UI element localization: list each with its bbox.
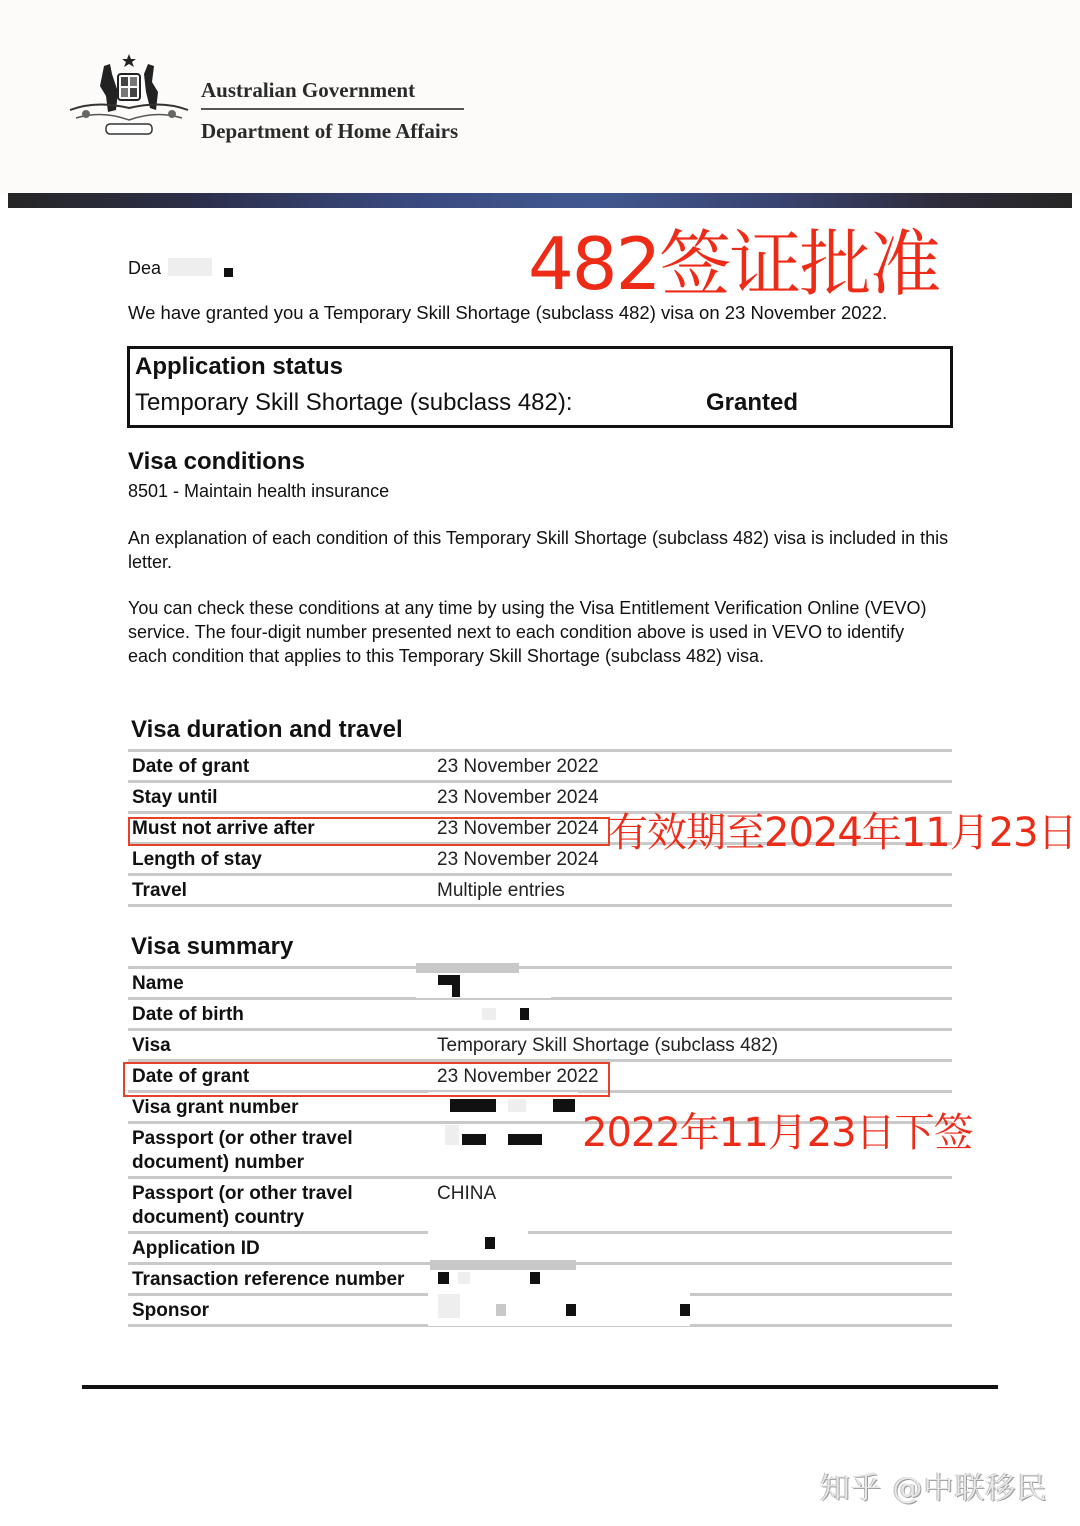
redaction [416, 973, 551, 998]
footer-divider [82, 1385, 998, 1389]
redaction [496, 1304, 506, 1316]
condition-item: 8501 - Maintain health insurance [128, 481, 390, 501]
header-divider [201, 108, 464, 110]
redaction [445, 1125, 459, 1145]
redaction [450, 1099, 496, 1112]
redaction [530, 1272, 540, 1284]
redaction [566, 1304, 576, 1316]
coat-of-arms-icon [66, 52, 192, 144]
annotation-valid-until: 有效期至2024年11月23日 [608, 810, 1077, 856]
table-row: Travel Multiple entries [128, 873, 952, 907]
status-title: Application status [135, 353, 344, 380]
watermark: 知乎 @中联移民 [820, 1471, 1048, 1506]
annotation-granted-on: 2022年11月23日下签 [582, 1110, 973, 1156]
redaction [430, 1260, 576, 1270]
table-row: Date of birth [128, 997, 952, 1028]
salutation: Dea [128, 258, 162, 278]
status-value: Granted [706, 389, 799, 416]
redaction [508, 1134, 542, 1145]
redaction [438, 1272, 449, 1284]
grant-sentence: We have granted you a Temporary Skill Shortage (subclass 482) visa on 23 November 2022. [128, 302, 888, 323]
redaction [520, 1008, 529, 1020]
table-row: Visa Temporary Skill Shortage (subclass 482) [128, 1028, 952, 1059]
summary-heading: Visa summary [131, 933, 294, 960]
highlight-box-grant-date [123, 1062, 610, 1097]
table-row: Passport (or other travel document) country CHINA [128, 1176, 952, 1231]
redaction [416, 963, 519, 973]
table-row: Stay until 23 November 2024 [128, 780, 952, 811]
table-row: Must not arrive after 23 November 2024 [128, 811, 952, 842]
redaction [680, 1304, 690, 1316]
conditions-para-1: An explanation of each condition of this Temporary Skill Shortage (subclass 482) visa is included in this letter. [128, 528, 949, 572]
redaction [428, 1230, 528, 1258]
redaction [428, 1292, 690, 1326]
redaction [508, 1099, 526, 1112]
table-row: Visa grant number [128, 1090, 952, 1121]
redaction [462, 1134, 486, 1145]
redacted-name [168, 258, 212, 276]
redaction [482, 1008, 496, 1020]
conditions-para-2: You can check these conditions at any time by using the Visa Entitlement Verification Online (VEVO) service. The four-digit number presented next to each condition above is used in VEVO to identify each condition that applies to this Temporary Skill Shortage (subclass 482) visa. [128, 598, 927, 666]
table-row: Sponsor [128, 1293, 952, 1327]
table-row: Passport (or other travel document) number [128, 1121, 952, 1176]
redaction [485, 1237, 495, 1249]
org-name: Australian Government [201, 78, 416, 102]
conditions-heading: Visa conditions [128, 448, 305, 475]
table-row: Date of grant 23 November 2022 [128, 1059, 952, 1090]
redaction [553, 1099, 575, 1112]
table-row: Date of grant 23 November 2022 [128, 749, 952, 780]
highlight-box-expiry [128, 817, 610, 846]
table-row: Application ID [128, 1231, 952, 1262]
redaction [438, 975, 452, 985]
department-name: Department of Home Affairs [201, 119, 459, 143]
application-status-box [127, 346, 953, 428]
status-visa: Temporary Skill Shortage (subclass 482): [135, 389, 573, 416]
redacted-mark [224, 268, 233, 277]
redaction [452, 975, 460, 997]
table-row: Name [128, 966, 952, 997]
redaction [438, 1294, 460, 1318]
table-row: Length of stay 23 November 2024 [128, 842, 952, 873]
annotation-title: 482签证批准 [528, 222, 940, 306]
redaction [458, 1272, 470, 1284]
table-row: Transaction reference number [128, 1262, 952, 1293]
duration-heading: Visa duration and travel [131, 716, 403, 743]
